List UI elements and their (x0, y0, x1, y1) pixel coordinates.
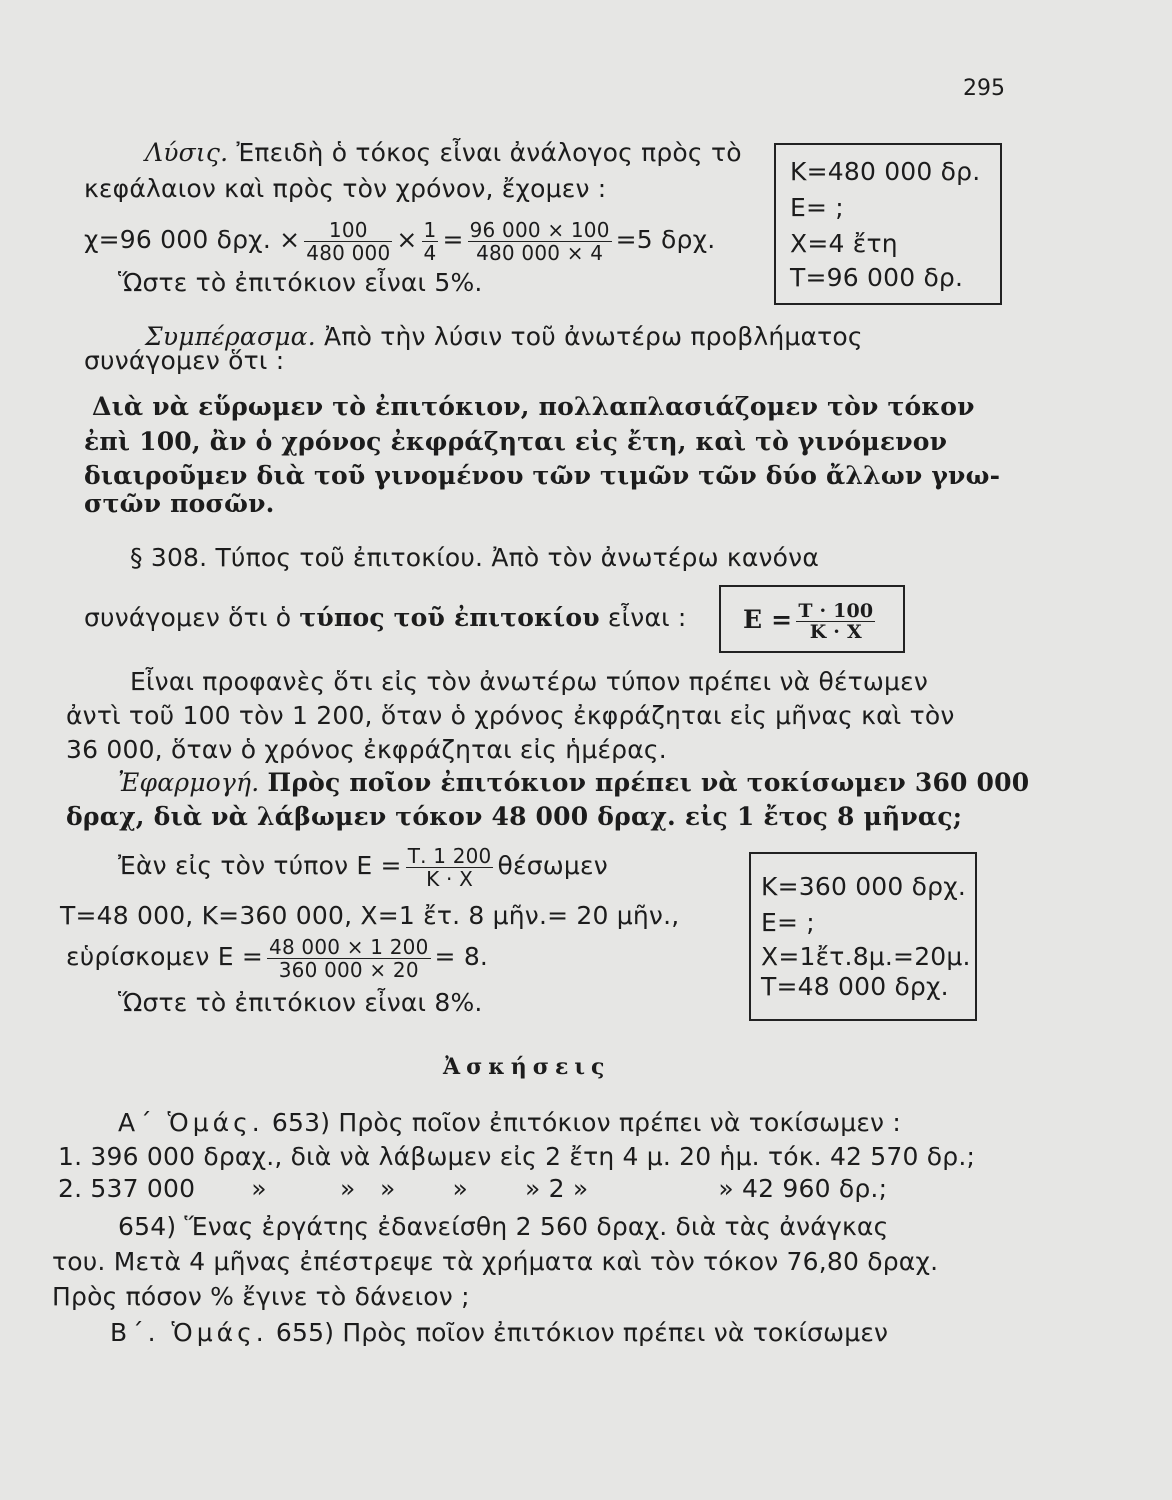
application-fraction-2: $\frac{48 000 \times 1 200}{360 000 \times 20}$ (269, 934, 429, 982)
group-b-label: Β΄. Ὁμάς. (110, 1318, 268, 1347)
solution-equation: χ=96 000 δρχ. × $\frac{100}{480 000}$ × $\frac{1}{4}$ = $\frac{96 000 \times 100}{480 000 \times 4}$ =5 δρχ. (84, 217, 716, 265)
exercise-654-line-2: του. Μετὰ 4 μῆνας ἐπέστρεψε τὰ χρήματα καὶ τὸν τόκον 76,80 δραχ. (52, 1247, 939, 1276)
application-label: Ἐφαρμογή. (118, 768, 260, 797)
group-a-label: Α΄ Ὁμάς. (118, 1108, 264, 1137)
page-number: 295 (963, 76, 1005, 101)
fraction-1: $\frac{100}{480 000}$ (306, 217, 391, 265)
formula (743, 601, 879, 642)
box2-line: Κ=360 000 δρχ. (761, 872, 967, 901)
fraction-2: $\frac{1}{4}$ (423, 217, 437, 265)
section-title: § 308. Τύπος τοῦ ἐπιτοκίου. (130, 543, 484, 572)
application-line-3: Ἐὰν εἰς τὸν τύπον Ε = $\frac{T. 1 200}{K \cdot X}$ θέσωμεν (118, 843, 608, 891)
application-conclusion: Ὥστε τὸ ἐπιτόκιον εἶναι 8%. (118, 988, 483, 1017)
inference-text-1: Ἀπὸ τὴν λύσιν τοῦ ἀνωτέρω προβλήματος (324, 322, 863, 351)
exercise-653-item-1: 1. 396 000 δραχ., διὰ νὰ λάβωμεν εἰς 2 ἔτη 4 μ. 20 ἡμ. τόκ. 42 570 δρ.; (58, 1142, 976, 1171)
solution-text-1: Ἐπειδὴ ὁ τόκος εἶναι ἀνάλογος πρὸς τὸ (236, 138, 742, 167)
application-line-1 (118, 766, 1029, 800)
exercise-654-line-3: Πρὸς πόσον % ἔγινε τὸ δάνειον ; (52, 1282, 470, 1311)
exercise-654-line-1: 654) Ἕνας ἐργάτης ἐδανείσθη 2 560 δραχ. διὰ τὰς ἀνάγκας (118, 1212, 889, 1241)
formula-lhs: Ε = (743, 605, 793, 634)
box1-line: Ε= ; (790, 193, 844, 222)
application-line-5: εὑρίσκομεν Ε = $\frac{48 000 \times 1 200}{360 000 \times 20}$ = 8. (66, 934, 489, 982)
box2-line: Χ=1ἔτ.8μ.=20μ. (761, 942, 971, 971)
formula-box (719, 585, 905, 653)
box1-line: Τ=96 000 δρ. (790, 263, 964, 292)
fraction-3: $\frac{96 000 \times 100}{480 000 \times 4}$ (469, 217, 610, 265)
solution-line-2: κεφάλαιον καὶ πρὸς τὸν χρόνον, ἔχομεν : (84, 174, 607, 203)
solution-label: Λύσις. (145, 138, 229, 167)
rule-line-3: διαιροῦμεν διὰ τοῦ γινομένου τῶν τιμῶν τῶν δύο ἄλλων γνω- (84, 461, 1001, 490)
rule-line-4: στῶν ποσῶν. (84, 489, 275, 518)
solution-line-1 (145, 136, 742, 170)
exercise-653-line (118, 1106, 901, 1140)
section-paragraph-2: ἀντὶ τοῦ 100 τὸν 1 200, ὅταν ὁ χρόνος ἐκφράζηται εἰς μῆνας καὶ τὸν (66, 701, 955, 730)
formula-name: τύπος τοῦ ἐπιτοκίου (299, 603, 600, 632)
formula-fraction: $\frac{T \cdot 100}{K \cdot X}$ (798, 600, 874, 643)
section-paragraph-3: 36 000, ὅταν ὁ χρόνος ἐκφράζηται εἰς ἡμέρας. (66, 735, 667, 764)
box2-line: Τ=48 000 δρχ. (761, 972, 949, 1001)
equation-right: =5 δρχ. (615, 225, 716, 254)
exercises-heading: Ἀσκήσεις (443, 1054, 611, 1080)
inference-line-2: συνάγομεν ὅτι : (84, 346, 285, 375)
inference-label: Συμπέρασμα. (145, 322, 316, 351)
given-values-box-2 (749, 852, 977, 1021)
section-paragraph-1: Εἶναι προφανὲς ὅτι εἰς τὸν ἀνωτέρω τύπον πρέπει νὰ θέτωμεν (130, 667, 929, 696)
box1-line: Κ=480 000 δρ. (790, 157, 981, 186)
exercise-653-item-2: 2. 537 000 » » » » » 2 » » 42 960 δρ.; (58, 1174, 888, 1203)
application-fraction-1: $\frac{T. 1 200}{K \cdot X}$ (407, 843, 492, 891)
exercise-655: 655) Πρὸς ποῖον ἐπιτόκιον πρέπει νὰ τοκίσωμεν (275, 1318, 889, 1347)
section-title-line (130, 541, 819, 575)
section-title-rest: Ἀπὸ τὸν ἀνωτέρω κανόνα (491, 543, 820, 572)
box1-line: Χ=4 ἔτη (790, 229, 898, 258)
equation-left: χ=96 000 δρχ. × (84, 225, 301, 254)
solution-conclusion: Ὥστε τὸ ἐπιτόκιον εἶναι 5%. (118, 268, 483, 297)
exercise-655-line (110, 1316, 888, 1350)
application-question-2: δραχ, διὰ νὰ λάβωμεν τόκον 48 000 δραχ. εἰς 1 ἔτος 8 μῆνας; (66, 802, 963, 831)
section-line-2: συνάγομεν ὅτι ὁ τύπος τοῦ ἐπιτοκίου εἶναι : (84, 603, 687, 632)
application-line-4: Τ=48 000, Κ=360 000, Χ=1 ἔτ. 8 μῆν.= 20 μῆν., (60, 901, 680, 930)
given-values-box-1 (774, 143, 1002, 305)
exercise-653: 653) Πρὸς ποῖον ἐπιτόκιον πρέπει νὰ τοκίσωμεν : (271, 1108, 901, 1137)
box2-line: Ε= ; (761, 908, 815, 937)
application-question-1: Πρὸς ποῖον ἐπιτόκιον πρέπει νὰ τοκίσωμεν 360 000 (267, 768, 1030, 797)
rule-line-2: ἐπὶ 100, ἂν ὁ χρόνος ἐκφράζηται εἰς ἔτη, καὶ τὸ γινόμενον (84, 427, 948, 456)
rule-line-1: Διὰ νὰ εὕρωμεν τὸ ἐπιτόκιον, πολλαπλασιάζομεν τὸν τόκον (92, 392, 975, 421)
